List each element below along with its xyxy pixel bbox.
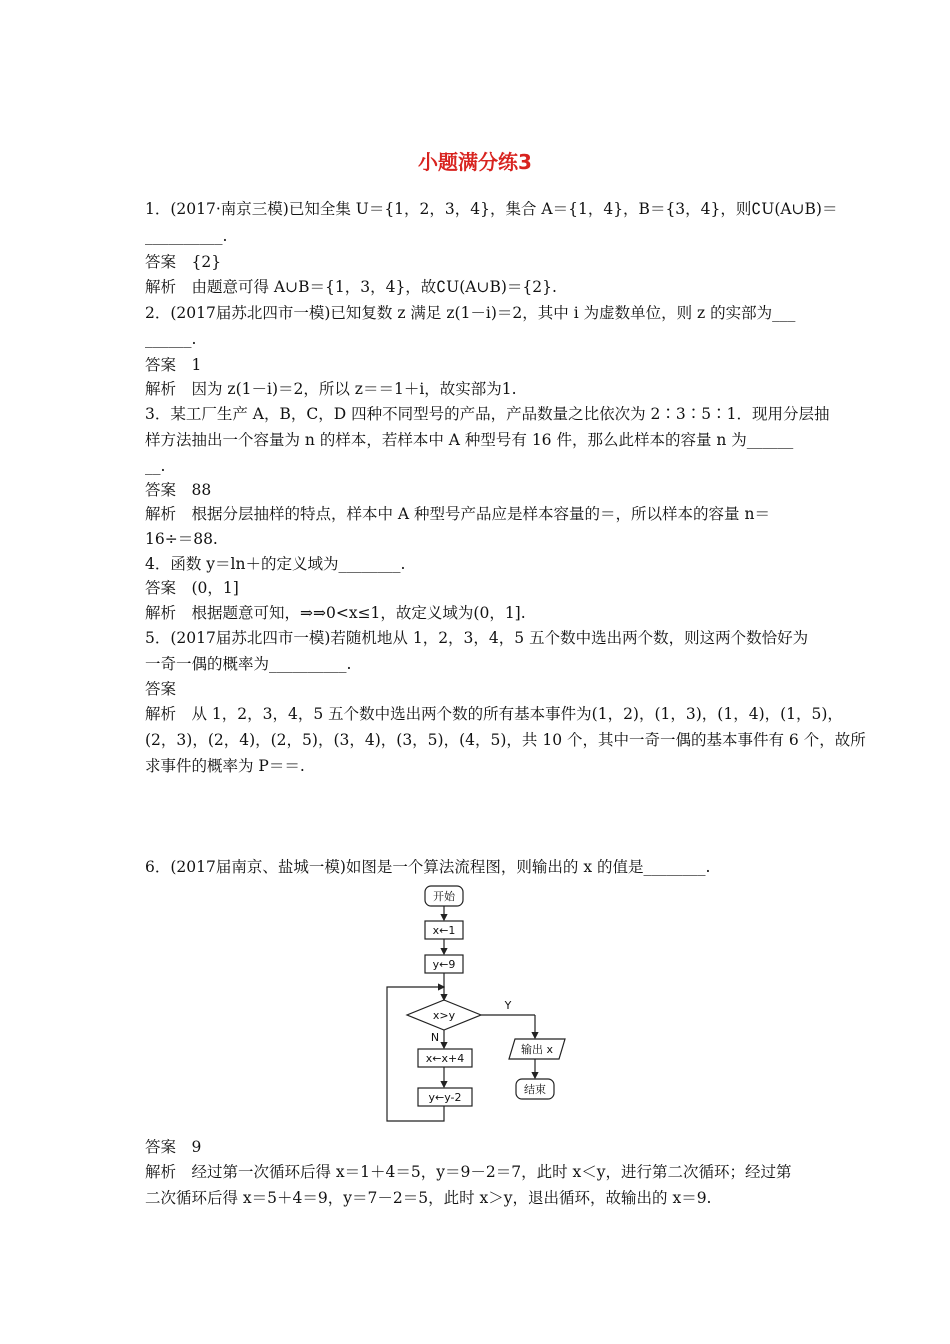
text-line: 6．(2017届南京、盐城一模)如图是一个算法流程图，则输出的 x 的值是________. [145, 858, 711, 876]
text-line: 求事件的概率为 P＝＝. [145, 757, 305, 775]
text-line: 答案 88 [145, 481, 212, 499]
text-line: 4．函数 y＝ln＋的定义域为________. [145, 555, 406, 573]
text-line: 解析 根据题意可知，⇒⇒0<x≤1，故定义域为(0，1]. [145, 604, 526, 622]
flow-init-y-label: y←9 [432, 958, 456, 971]
flow-yes-label: Y [504, 999, 512, 1012]
flow-output-label: 输出 x [520, 1043, 554, 1056]
text-line: 解析 由题意可得 A∪B＝{1，3，4}，故∁U(A∪B)＝{2}. [145, 278, 557, 296]
text-line: 解析 根据分层抽样的特点，样本中 A 种型号产品应是样本容量的＝，所以样本的容量 n＝ [145, 505, 770, 523]
flow-start-label: 开始 [433, 890, 455, 903]
text-line: 答案 {2} [145, 253, 222, 271]
flow-update-x-label: x←x+4 [425, 1052, 465, 1065]
page-title: 小题满分练3 [418, 150, 532, 174]
text-line: ______. [145, 330, 197, 348]
text-line: __________. [145, 227, 228, 245]
flow-init-x-label: x←1 [432, 924, 456, 937]
text-line: 解析 经过第一次循环后得 x＝1＋4＝5，y＝9－2＝7，此时 x＜y，进行第二次循环；经过第 [145, 1163, 792, 1181]
text-line: 答案 1 [145, 356, 202, 374]
text-line: 解析 因为 z(1－i)＝2，所以 z＝＝1＋i，故实部为1. [145, 380, 517, 398]
text-line: 16÷＝88. [145, 530, 218, 548]
text-line: (2，3)，(2，4)，(2，5)，(3，4)，(3，5)，(4，5)，共 10 个，其中一奇一偶的基本事件有 6 个，故所 [145, 731, 866, 749]
flow-update-y-label: y←y-2 [428, 1091, 462, 1104]
text-line: 答案 9 [145, 1138, 202, 1156]
text-line: 二次循环后得 x＝5＋4＝9，y＝7－2＝5，此时 x＞y，退出循环，故输出的 x＝9. [145, 1189, 712, 1207]
algorithm-flowchart [380, 878, 580, 1128]
text-line: 答案 (0，1] [145, 579, 239, 597]
text-line: 答案 [145, 680, 177, 698]
flow-end-label: 结束 [524, 1083, 546, 1096]
text-line: 样方法抽出一个容量为 n 的样本，若样本中 A 种型号有 16 件，那么此样本的容量 n 为______ [145, 431, 794, 449]
text-line: 一奇一偶的概率为__________. [145, 655, 352, 673]
text-line: 3．某工厂生产 A，B，C，D 四种不同型号的产品，产品数量之比依次为 2∶3∶5∶1．现用分层抽 [145, 405, 830, 423]
flow-condition-label: x>y [432, 1009, 456, 1022]
text-line: 2．(2017届苏北四市一模)已知复数 z 满足 z(1－i)＝2，其中 i 为虚数单位，则 z 的实部为___ [145, 304, 796, 322]
flow-no-label: N [430, 1031, 440, 1044]
text-line: 5．(2017届苏北四市一模)若随机地从 1，2，3，4，5 五个数中选出两个数，则这两个数恰好为 [145, 629, 809, 647]
text-line: 1．(2017·南京三模)已知全集 U＝{1，2，3，4}，集合 A＝{1，4}，B＝{3，4}，则∁U(A∪B)＝ [145, 200, 838, 218]
text-line: __. [145, 457, 166, 475]
text-line: 解析 从 1，2，3，4，5 五个数中选出两个数的所有基本事件为(1，2)，(1，3)，(1，4)，(1，5)， [145, 705, 843, 723]
